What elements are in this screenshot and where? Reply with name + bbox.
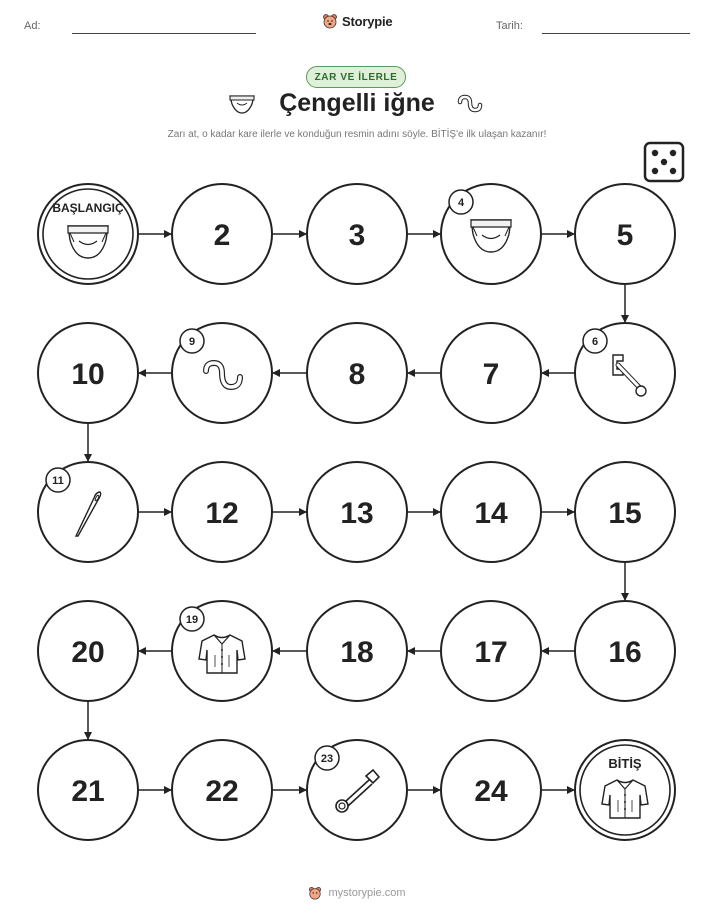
cell-number: 2 [213,219,231,252]
board-cell-6[interactable] [575,323,675,423]
cell-number: 7 [482,358,500,391]
cell-number-badge [315,746,339,770]
board-cell-5[interactable] [575,184,675,284]
cell-number-badge [180,329,204,353]
cell-number-badge [583,329,607,353]
cell-number: 8 [348,358,366,391]
board-cell-23[interactable] [307,740,407,840]
date-label: Tarih: [496,20,523,32]
brand-name: Storypie [342,13,393,29]
start-label: BAŞLANGIÇ [52,201,124,215]
cell-number: 13 [340,497,374,530]
board-cell-13[interactable] [307,462,407,562]
board-cell-10[interactable] [38,323,138,423]
board-cell-21[interactable] [38,740,138,840]
activity-badge: ZAR VE İLERLE [306,66,406,88]
cell-number: 17 [474,636,508,669]
board-cell-19[interactable] [172,601,272,701]
board-cell-15[interactable] [575,462,675,562]
board-cell-9[interactable] [172,323,272,423]
bear-logo-icon [308,886,322,900]
board-cell-22[interactable] [172,740,272,840]
name-label: Ad: [24,20,41,32]
footer [0,886,714,900]
start-cell[interactable] [38,184,138,284]
cell-number: 18 [340,636,374,669]
board-cell-16[interactable] [575,601,675,701]
cell-number: 22 [205,775,239,808]
board-cell-17[interactable] [441,601,541,701]
board-cell-11[interactable] [38,462,138,562]
svg-text:11: 11 [52,475,64,487]
instructions: Zarı at, o kadar kare ilerle ve konduğun resmin adını söyle. BİTİŞ'e ilk ulaşan kazanır! [167,129,547,140]
svg-text:23: 23 [320,753,334,765]
cell-number-badge [449,190,473,214]
cell-number: 5 [616,219,634,252]
board-cell-18[interactable] [307,601,407,701]
cell-number: 12 [205,497,239,530]
svg-text:9: 9 [188,336,196,348]
board-cell-14[interactable] [441,462,541,562]
cell-number: 3 [348,219,366,252]
board-cell-12[interactable] [172,462,272,562]
board-cell-3[interactable] [307,184,407,284]
svg-text:19: 19 [185,614,199,626]
cell-number: 24 [474,775,508,808]
finish-cell[interactable] [575,740,675,840]
board-cell-2[interactable] [172,184,272,284]
cell-number: 15 [608,497,642,530]
page-title: Çengelli iğne [279,89,435,117]
cell-number: 20 [71,636,105,669]
board-cell-8[interactable] [307,323,407,423]
board-cell-24[interactable] [441,740,541,840]
cell-number: 21 [71,775,105,808]
svg-text:4: 4 [457,197,465,209]
cell-number: 10 [71,358,105,391]
footer-url: mystorypie.com [328,887,406,899]
svg-text:6: 6 [591,336,599,348]
cell-number-badge [180,607,204,631]
cell-number-badge [46,468,70,492]
board-cell-20[interactable] [38,601,138,701]
board-cell-4[interactable] [441,184,541,284]
cell-number: 16 [608,636,642,669]
cell-number: 14 [474,497,508,530]
board-cell-7[interactable] [441,323,541,423]
finish-label: BİTİŞ [608,756,642,771]
